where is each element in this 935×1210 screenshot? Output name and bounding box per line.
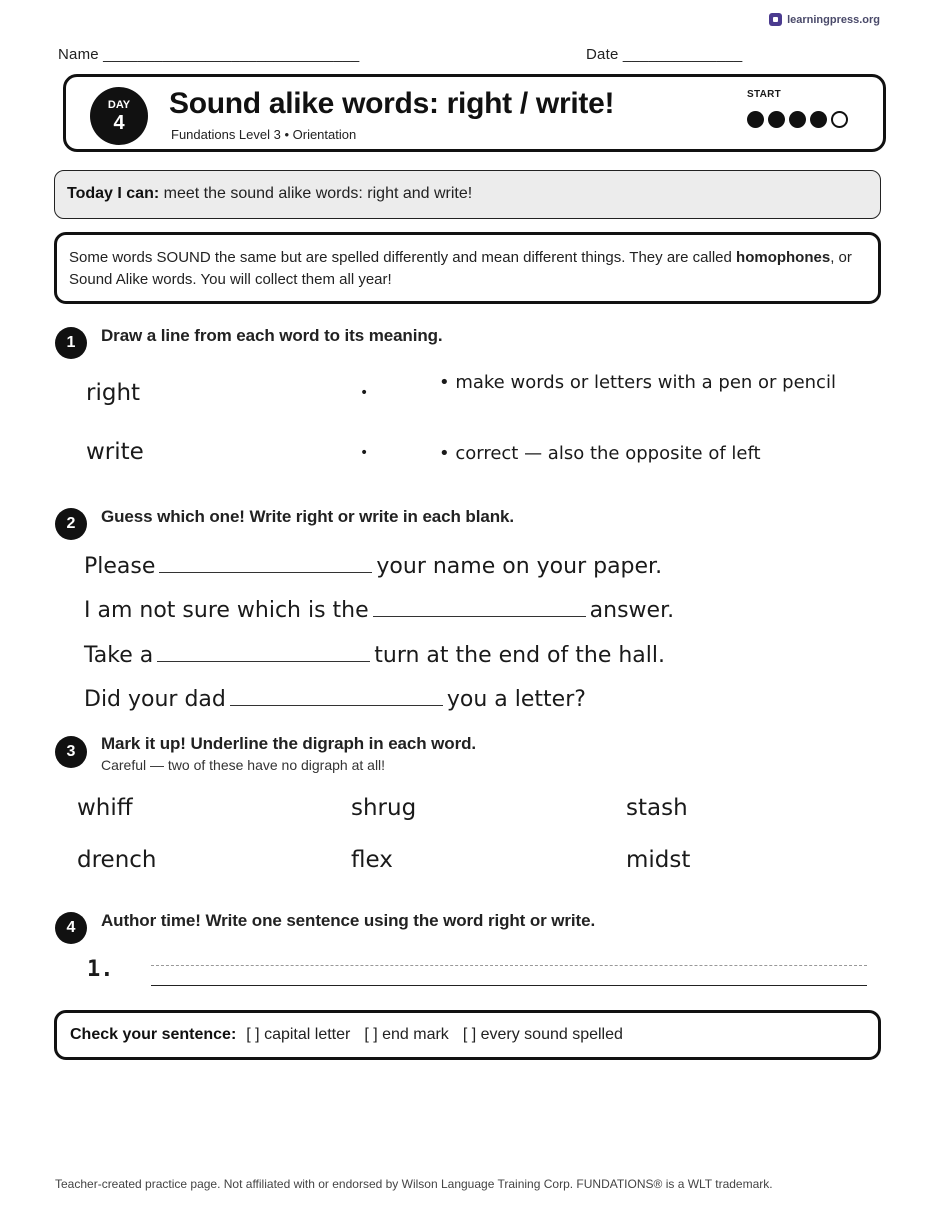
goal-label: Today I can: bbox=[67, 185, 160, 202]
writing-guide-dashed bbox=[151, 965, 867, 966]
match-word-write: write bbox=[86, 439, 144, 465]
question-3-subprompt: Careful — two of these have no digraph at all! bbox=[101, 757, 386, 773]
info-text-after: , or Sound Alike words. You will collect them all year! bbox=[69, 249, 852, 288]
start-label: START bbox=[747, 89, 782, 100]
digraph-word[interactable]: drench bbox=[77, 847, 157, 873]
answer-blank[interactable] bbox=[230, 683, 443, 706]
sentence-after: your name on your paper. bbox=[376, 554, 663, 579]
checklist-item-sounds[interactable]: [ ] every sound spelled bbox=[462, 1026, 623, 1043]
fill-sentence bbox=[84, 683, 586, 712]
match-definition[interactable]: • make words or letters with a pen or pencil bbox=[439, 372, 836, 393]
writing-line-label: 1. bbox=[87, 957, 114, 982]
digraph-word[interactable]: shrug bbox=[351, 795, 417, 821]
fill-sentence bbox=[84, 594, 674, 623]
writing-line[interactable] bbox=[151, 985, 867, 986]
sentence-before: Please bbox=[84, 554, 156, 579]
brand-logo-icon bbox=[769, 13, 782, 26]
match-dot-left[interactable]: • bbox=[360, 445, 369, 461]
progress-dot-filled bbox=[747, 111, 764, 128]
checklist-box bbox=[54, 1010, 881, 1060]
date-field: Date ______________ bbox=[586, 46, 743, 63]
day-badge bbox=[90, 87, 148, 145]
sentence-after: answer. bbox=[589, 598, 675, 623]
info-bold-term: homophones bbox=[736, 249, 831, 266]
page-title: Sound alike words: right / write! bbox=[169, 87, 615, 120]
question-number-2: 2 bbox=[55, 508, 87, 540]
progress-dot-filled bbox=[789, 111, 806, 128]
footer-disclaimer: Teacher-created practice page. Not affiliated with or endorsed by Wilson Language Training Corp. FUNDATIONS® is a WLT trademark. bbox=[55, 1177, 773, 1191]
sentence-after: turn at the end of the hall. bbox=[374, 643, 665, 668]
page-subtitle: Fundations Level 3 • Orientation bbox=[171, 127, 357, 142]
match-definition[interactable]: • correct — also the opposite of left bbox=[439, 443, 761, 464]
question-2-prompt: Guess which one! Write right or write in each blank. bbox=[101, 507, 514, 526]
sentence-before: I am not sure which is the bbox=[84, 598, 369, 623]
progress-dot-filled bbox=[768, 111, 785, 128]
question-number-4: 4 bbox=[55, 912, 87, 944]
brand-name: learningpress.org bbox=[787, 13, 880, 26]
question-1-prompt: Draw a line from each word to its meaning. bbox=[101, 326, 443, 345]
checklist-item-end-mark[interactable]: [ ] end mark bbox=[364, 1026, 449, 1043]
question-4-prompt: Author time! Write one sentence using the word right or write. bbox=[101, 911, 596, 930]
goal-text: meet the sound alike words: right and write! bbox=[159, 185, 473, 202]
digraph-word[interactable]: whiff bbox=[77, 795, 133, 821]
fill-sentence bbox=[84, 639, 665, 668]
digraph-word[interactable]: flex bbox=[351, 847, 393, 873]
progress-dot-empty bbox=[831, 111, 848, 128]
name-field: Name ______________________________ bbox=[58, 46, 360, 63]
answer-blank[interactable] bbox=[159, 550, 372, 573]
sentence-before: Take a bbox=[84, 643, 154, 668]
checklist-label: Check your sentence: bbox=[70, 1026, 237, 1043]
info-box bbox=[54, 232, 881, 304]
progress-dots bbox=[747, 111, 848, 128]
answer-blank[interactable] bbox=[373, 594, 586, 617]
brand-link[interactable] bbox=[769, 13, 880, 26]
question-number-3: 3 bbox=[55, 736, 87, 768]
sentence-before: Did your dad bbox=[84, 687, 226, 712]
match-dot-left[interactable]: • bbox=[360, 385, 369, 401]
question-3-prompt: Mark it up! Underline the digraph in each word. bbox=[101, 734, 477, 753]
answer-blank[interactable] bbox=[157, 639, 370, 662]
question-number-1: 1 bbox=[55, 327, 87, 359]
info-text-before: Some words SOUND the same but are spelled differently and mean different things. They are called bbox=[69, 249, 737, 266]
day-number: 4 bbox=[113, 112, 125, 134]
checklist-item-capital[interactable]: [ ] capital letter bbox=[246, 1026, 351, 1043]
progress-dot-filled bbox=[810, 111, 827, 128]
goal-box bbox=[54, 170, 881, 219]
match-word-right: right bbox=[86, 380, 141, 406]
sentence-after: you a letter? bbox=[446, 687, 586, 712]
digraph-word[interactable]: stash bbox=[626, 795, 688, 821]
fill-sentence bbox=[84, 550, 662, 579]
digraph-word[interactable]: midst bbox=[626, 847, 691, 873]
day-label: DAY bbox=[107, 99, 131, 111]
